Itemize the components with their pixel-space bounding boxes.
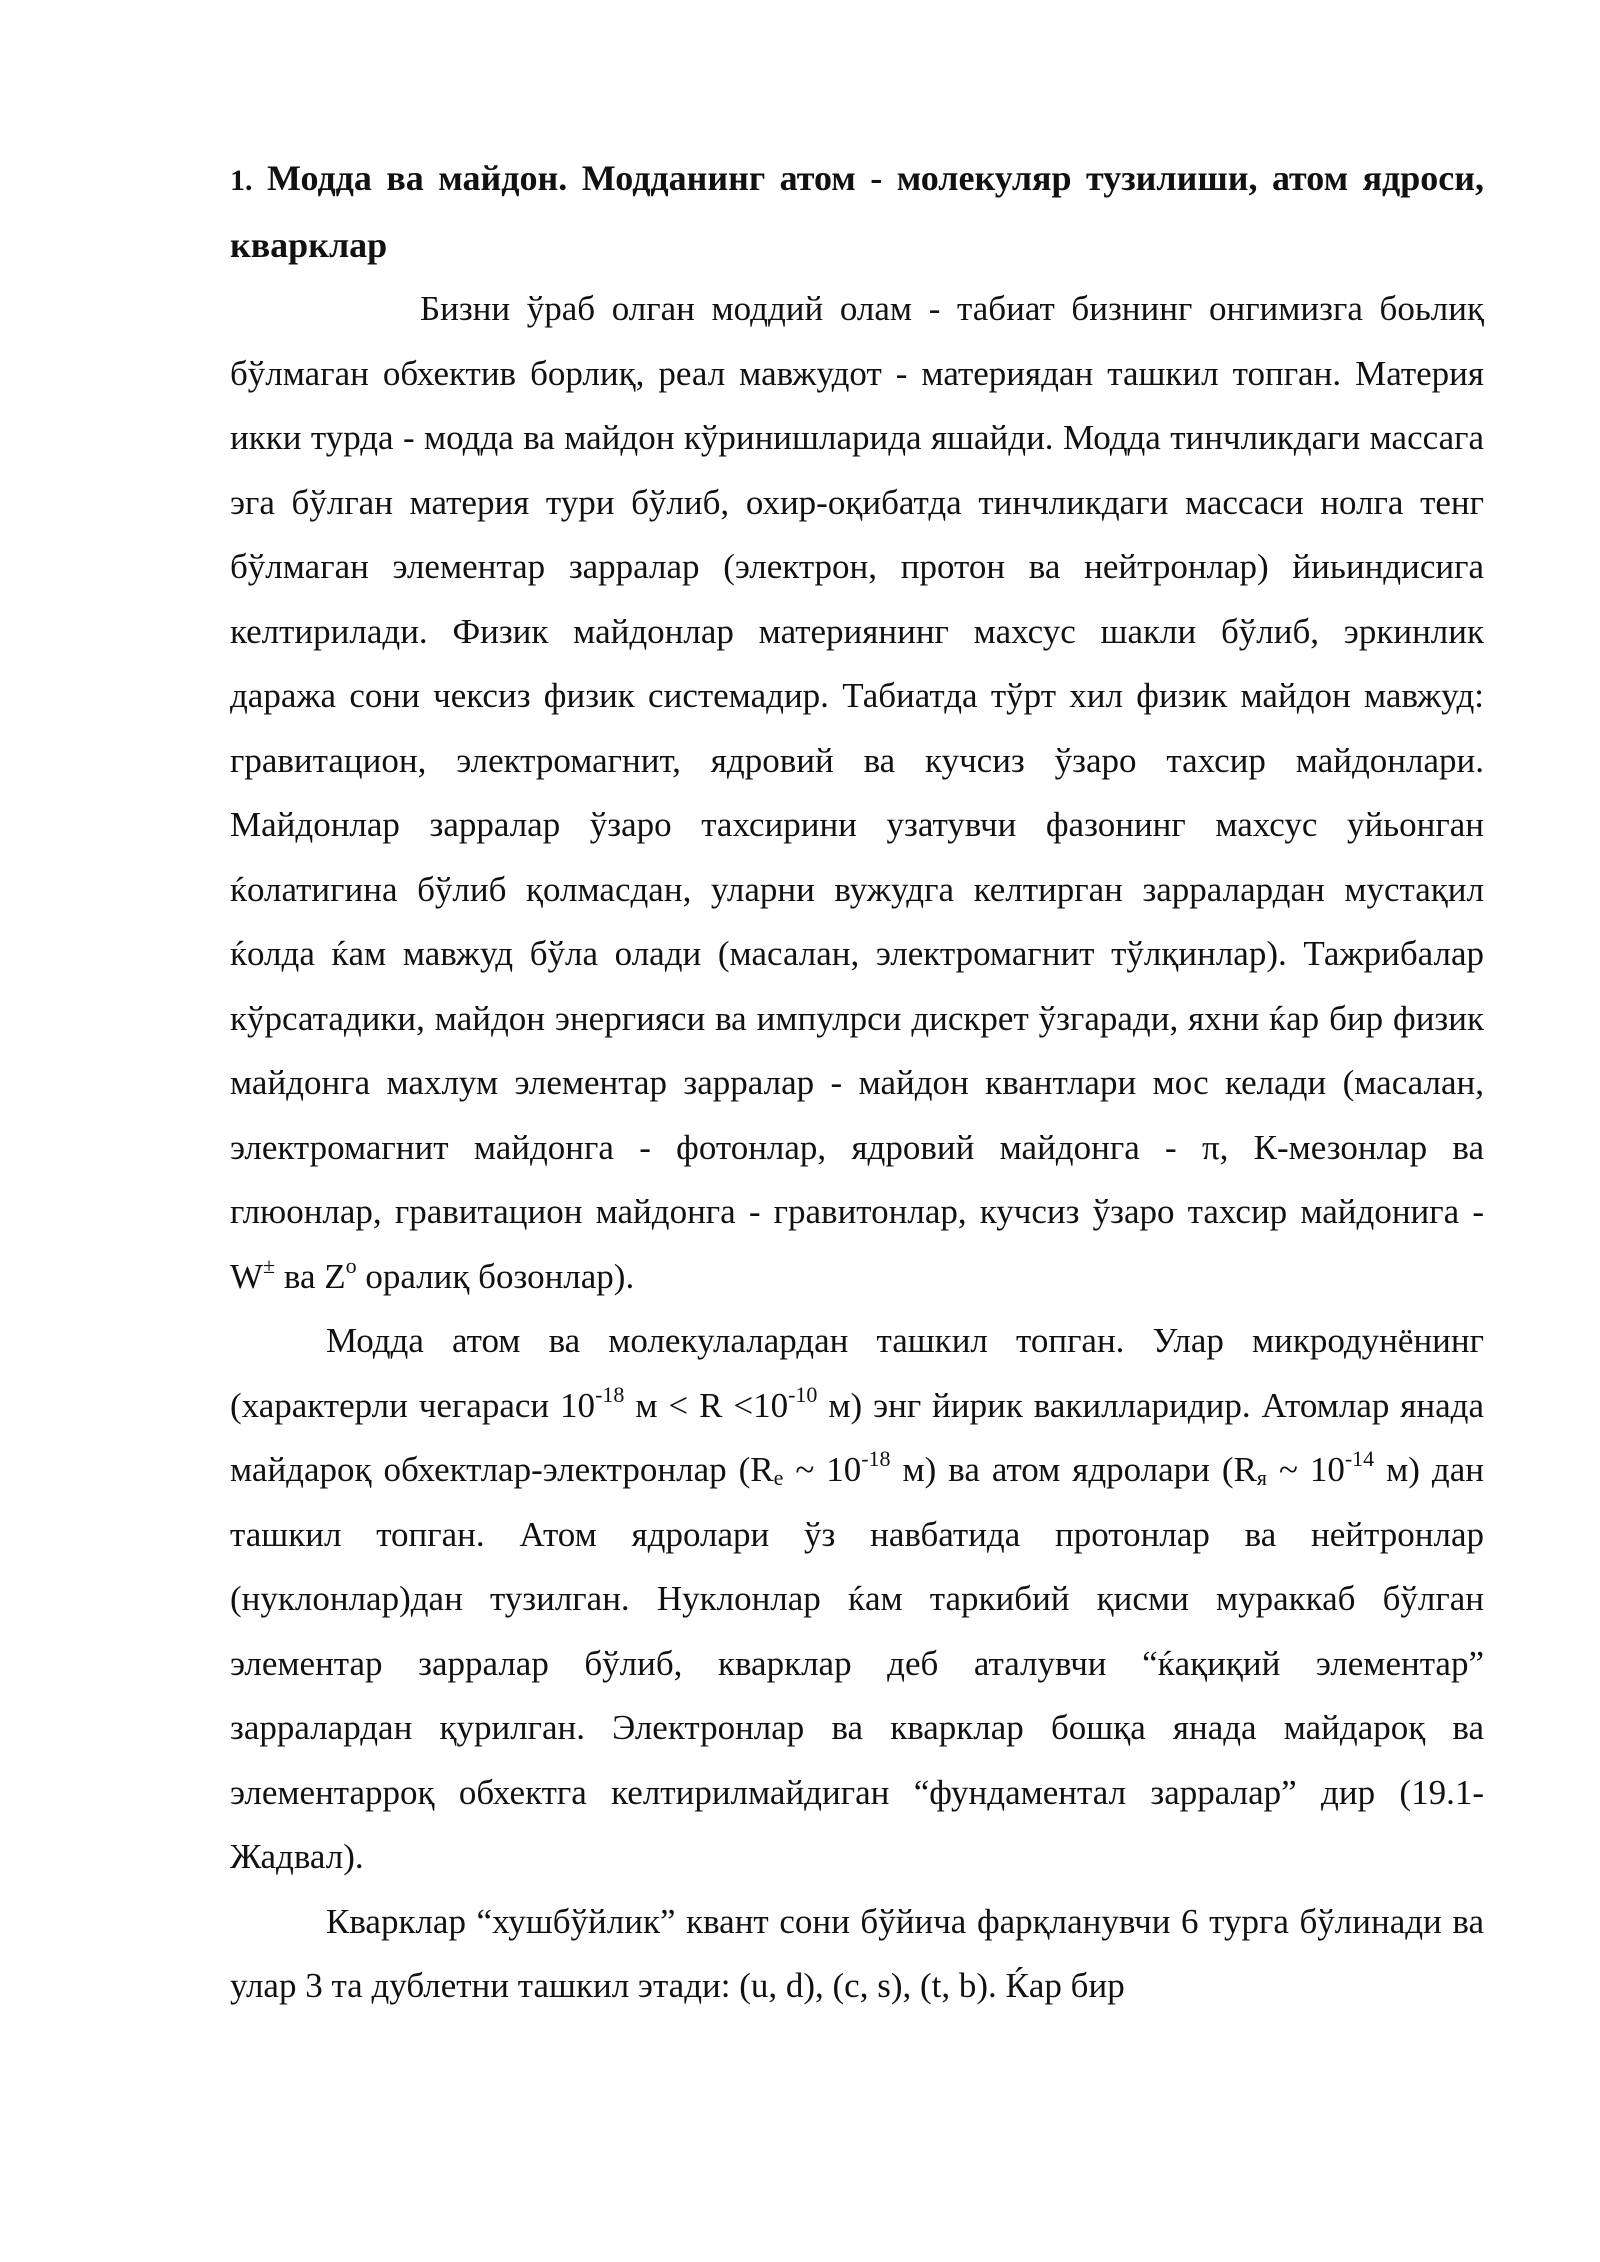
paragraph-text: ~ 10 (783, 1450, 862, 1489)
superscript: -18 (861, 1446, 891, 1471)
paragraph-text: м) энг йирик вакилларидир. Атомлар янада майдароқ обхектлар-электронлар (R (230, 1385, 1484, 1489)
paragraph-atoms-and-molecules (230, 1309, 1484, 1890)
paragraph-text: м) ва атом ядролари (R (890, 1450, 1257, 1489)
paragraph-text: оралиқ бозонлар). (356, 1256, 635, 1296)
paragraph-text: м < R <10 (624, 1385, 789, 1425)
superscript: -10 (788, 1381, 818, 1407)
superscript: о (345, 1252, 357, 1278)
document-body (230, 146, 1484, 2019)
section-title: Модда ва майдон. Модданинг атом - молекуляр тузилиши, атом ядроси, кварклар (230, 158, 1484, 265)
paragraph-quarks (230, 1890, 1484, 2019)
superscript: ± (263, 1252, 276, 1278)
superscript: -18 (595, 1381, 625, 1407)
superscript: -14 (1344, 1446, 1375, 1471)
section-heading (230, 146, 1484, 277)
paragraph-text: ~ 10 (1267, 1450, 1345, 1489)
paragraph-text: Кварклар “хушбўйлик” квант сони бўйича фарқланувчи 6 турга бўлинади ва улар 3 та дублетни ташкил этади: (u, d), (c, s), (t, b). Ќар бир (230, 1901, 1484, 2005)
paragraph-matter-and-field (230, 277, 1484, 1309)
paragraph-text: м) дан ташкил топган. Атом ядролари ўз навбатида протонлар ва нейтронлар (нуклонлар)дан тузилган. Нуклонлар ќам таркибий қисми мураккаб бўлган элементар зарралар бўлиб, кварклар деб аталувчи “ќақиқий элементар” зарралардан қурилган. Электронлар ва кварклар бошқа янада майдароқ ва элементарроқ обхектга келтирилмайдиган “фундаментал зарралар” дир (19.1-Жадвал). (230, 1450, 1484, 1876)
paragraph-text: Бизни ўраб олган моддий олам - табиат бизнинг онгимизга боьлиқ бўлмаган обхектив борлиқ, реал мавжудот - материядан ташкил топган. Материя икки турда - модда ва майдон кўринишларида яшайди. Модда тинчликдаги массага эга бўлган материя тури бўлиб, охир-оқибатда тинчликдаги массаси нолга тенг бўлмаган элементар зарралар (электрон, протон ва нейтронлар) йиьиндисига келтирилади. Физик майдонлар материянинг махсус шакли бўлиб, эркинлик даража сони чексиз физик системадир. Табиатда тўрт хил физик майдон мавжуд: гравитацион, электромагнит, ядровий ва кучсиз ўзаро тахсир майдонлари. Майдонлар зарралар ўзаро тахсирини узатувчи фазонинг махсус уйьонган ќолатигина бўлиб қолмасдан, уларни вужудга келтирган зарралардан мустақил ќолда ќам мавжуд бўла олади (масалан, электромагнит тўлқинлар). Тажрибалар кўрсатадики, майдон энергияси ва импулрси дискрет ўзгаради, яхни ќар бир физик майдонга махлум элементар зарралар - майдон квантлари мос келади (масалан, электромагнит майдонга - фотонлар, ядровий майдонга - π, К-мезонлар ва глюонлар, гравитацион майдонга - гравитонлар, кучсиз ўзаро тахсир майдонига - (230, 289, 1484, 1231)
subscript: я (1256, 1465, 1267, 1490)
paragraph-text: ва Z (275, 1256, 346, 1296)
paragraph-text: W (230, 1256, 264, 1296)
subscript: е (773, 1465, 784, 1490)
section-number: 1. (230, 164, 253, 197)
paragraph-text: Модда атом ва молекулалардан ташкил топган. Улар микродунёнинг (характерли чегараси 10 (230, 1321, 1484, 1425)
